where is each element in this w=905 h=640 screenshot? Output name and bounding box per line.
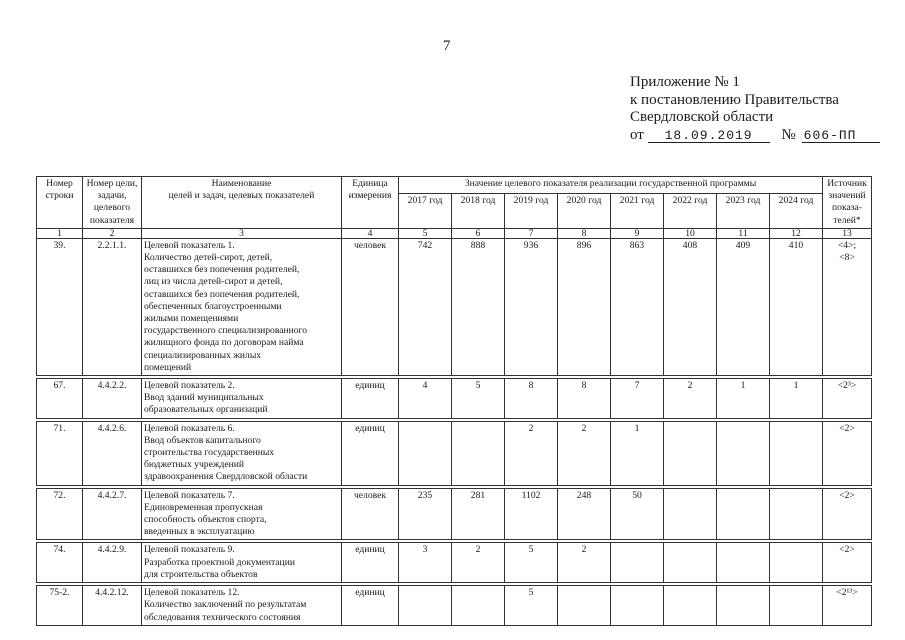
cell-value-2017: 3	[399, 543, 452, 583]
cell-value-2018	[452, 421, 505, 485]
cell-goal-no: 4.4.2.2.	[83, 379, 142, 419]
cell-indicator-name: Целевой показатель 6. Ввод объектов капитального строительства государственных бюджетных учреждений здравоохранения Свердловской области	[142, 421, 342, 485]
cell-value-2019: 5	[505, 543, 558, 583]
cell-value-2024: 1	[770, 379, 823, 419]
cell-value-2020: 2	[558, 543, 611, 583]
appendix-decree: к постановлению Правительства	[630, 91, 839, 108]
header-value-group: Значение целевого показателя реализации государственной программы	[399, 177, 823, 194]
cell-value-2017: 742	[399, 238, 452, 375]
appendix-header	[630, 74, 880, 144]
cell-source: <2>	[823, 543, 872, 583]
cell-goal-no: 4.4.2.12.	[83, 586, 142, 626]
cell-value-2019: 8	[505, 379, 558, 419]
header-row-no: Номер строки	[37, 177, 83, 229]
cell-value-2024	[770, 586, 823, 626]
cell-value-2020: 2	[558, 421, 611, 485]
table-row	[37, 488, 872, 540]
header-year: 2020 год	[558, 194, 611, 229]
cell-value-2021: 863	[611, 238, 664, 375]
cell-indicator-name: Целевой показатель 12. Количество заключений по результатам обследования технического состояния	[142, 586, 342, 626]
column-number: 5	[399, 228, 452, 238]
cell-value-2021: 7	[611, 379, 664, 419]
cell-row-no: 72.	[37, 488, 83, 540]
cell-value-2024	[770, 543, 823, 583]
cell-value-2021: 1	[611, 421, 664, 485]
header-year: 2017 год	[399, 194, 452, 229]
cell-unit: единиц	[342, 379, 399, 419]
cell-value-2021: 50	[611, 488, 664, 540]
column-number: 2	[83, 228, 142, 238]
header-unit: Единица измерения	[342, 177, 399, 229]
appendix-region: Свердловской области	[630, 109, 774, 125]
cell-value-2018: 5	[452, 379, 505, 419]
cell-value-2023: 409	[717, 238, 770, 375]
cell-value-2018: 2	[452, 543, 505, 583]
cell-unit: единиц	[342, 421, 399, 485]
cell-row-no: 67.	[37, 379, 83, 419]
appendix-date-line	[630, 127, 880, 145]
cell-value-2019: 5	[505, 586, 558, 626]
cell-indicator-name: Целевой показатель 2. Ввод зданий муниципальных образовательных организаций	[142, 379, 342, 419]
cell-value-2017	[399, 421, 452, 485]
header-row	[37, 177, 872, 194]
cell-value-2020: 8	[558, 379, 611, 419]
header-year: 2022 год	[664, 194, 717, 229]
cell-value-2022	[664, 421, 717, 485]
cell-source: <2¹³>	[823, 586, 872, 626]
column-number: 4	[342, 228, 399, 238]
header-source: Источник значений показа-телей*	[823, 177, 872, 229]
cell-indicator-name: Целевой показатель 1. Количество детей-сирот, детей, оставшихся без попечения родителей, лиц из числа детей-сирот и детей, оставшихся без попечения родителей, обеспеченных благоустроенными жилыми помещениями государственного специализированного жилищного фонда по договорам найма специализированных жилых помещений	[142, 238, 342, 375]
cell-row-no: 74.	[37, 543, 83, 583]
cell-source: <2>	[823, 421, 872, 485]
cell-value-2017: 4	[399, 379, 452, 419]
number-prefix: №	[781, 126, 796, 143]
cell-value-2023: 1	[717, 379, 770, 419]
table-row	[37, 543, 872, 583]
cell-value-2022	[664, 543, 717, 583]
cell-value-2019: 2	[505, 421, 558, 485]
indicators-table	[36, 176, 872, 626]
cell-unit: человек	[342, 488, 399, 540]
cell-indicator-name: Целевой показатель 7. Единовременная пропускная способность объектов спорта, введенных в эксплуатацию	[142, 488, 342, 540]
header-year: 2024 год	[770, 194, 823, 229]
cell-value-2017	[399, 586, 452, 626]
column-numbers-row	[37, 228, 872, 238]
cell-value-2022	[664, 586, 717, 626]
cell-value-2023	[717, 421, 770, 485]
cell-source: <2³>	[823, 379, 872, 419]
header-year: 2018 год	[452, 194, 505, 229]
cell-value-2024: 410	[770, 238, 823, 375]
cell-value-2018	[452, 586, 505, 626]
table-row	[37, 421, 872, 485]
header-goal-no: Номер цели, задачи, целевого показателя	[83, 177, 142, 229]
cell-value-2021	[611, 586, 664, 626]
table-row	[37, 379, 872, 419]
cell-unit: человек	[342, 238, 399, 375]
table-row	[37, 238, 872, 375]
header-name: Наименование целей и задач, целевых показателей	[142, 177, 342, 229]
table-row	[37, 586, 872, 626]
cell-unit: единиц	[342, 586, 399, 626]
date-prefix: от	[630, 126, 644, 143]
cell-row-no: 39.	[37, 238, 83, 375]
header-year: 2021 год	[611, 194, 664, 229]
cell-value-2022: 408	[664, 238, 717, 375]
column-number: 9	[611, 228, 664, 238]
cell-value-2023	[717, 543, 770, 583]
cell-value-2018: 888	[452, 238, 505, 375]
column-number: 10	[664, 228, 717, 238]
cell-source: <4>; <8>	[823, 238, 872, 375]
cell-value-2024	[770, 421, 823, 485]
cell-value-2017: 235	[399, 488, 452, 540]
decree-date: 18.09.2019	[648, 129, 770, 143]
column-number: 8	[558, 228, 611, 238]
cell-goal-no: 4.4.2.7.	[83, 488, 142, 540]
column-number: 6	[452, 228, 505, 238]
cell-indicator-name: Целевой показатель 9. Разработка проектной документации для строительства объектов	[142, 543, 342, 583]
cell-unit: единиц	[342, 543, 399, 583]
cell-value-2024	[770, 488, 823, 540]
cell-value-2021	[611, 543, 664, 583]
decree-number: 606-ПП	[802, 129, 880, 143]
cell-value-2019: 936	[505, 238, 558, 375]
column-number: 3	[142, 228, 342, 238]
cell-value-2019: 1102	[505, 488, 558, 540]
header-year: 2023 год	[717, 194, 770, 229]
cell-value-2018: 281	[452, 488, 505, 540]
header-year: 2019 год	[505, 194, 558, 229]
cell-source: <2>	[823, 488, 872, 540]
cell-value-2022	[664, 488, 717, 540]
column-number: 13	[823, 228, 872, 238]
cell-value-2023	[717, 586, 770, 626]
column-number: 7	[505, 228, 558, 238]
appendix-title: Приложение № 1	[630, 74, 740, 90]
cell-value-2022: 2	[664, 379, 717, 419]
column-number: 11	[717, 228, 770, 238]
page-number: 7	[443, 38, 451, 54]
cell-goal-no: 4.4.2.9.	[83, 543, 142, 583]
cell-value-2023	[717, 488, 770, 540]
column-number: 1	[37, 228, 83, 238]
cell-row-no: 71.	[37, 421, 83, 485]
cell-value-2020	[558, 586, 611, 626]
cell-goal-no: 4.4.2.6.	[83, 421, 142, 485]
cell-goal-no: 2.2.1.1.	[83, 238, 142, 375]
cell-row-no: 75-2.	[37, 586, 83, 626]
column-number: 12	[770, 228, 823, 238]
cell-value-2020: 896	[558, 238, 611, 375]
cell-value-2020: 248	[558, 488, 611, 540]
